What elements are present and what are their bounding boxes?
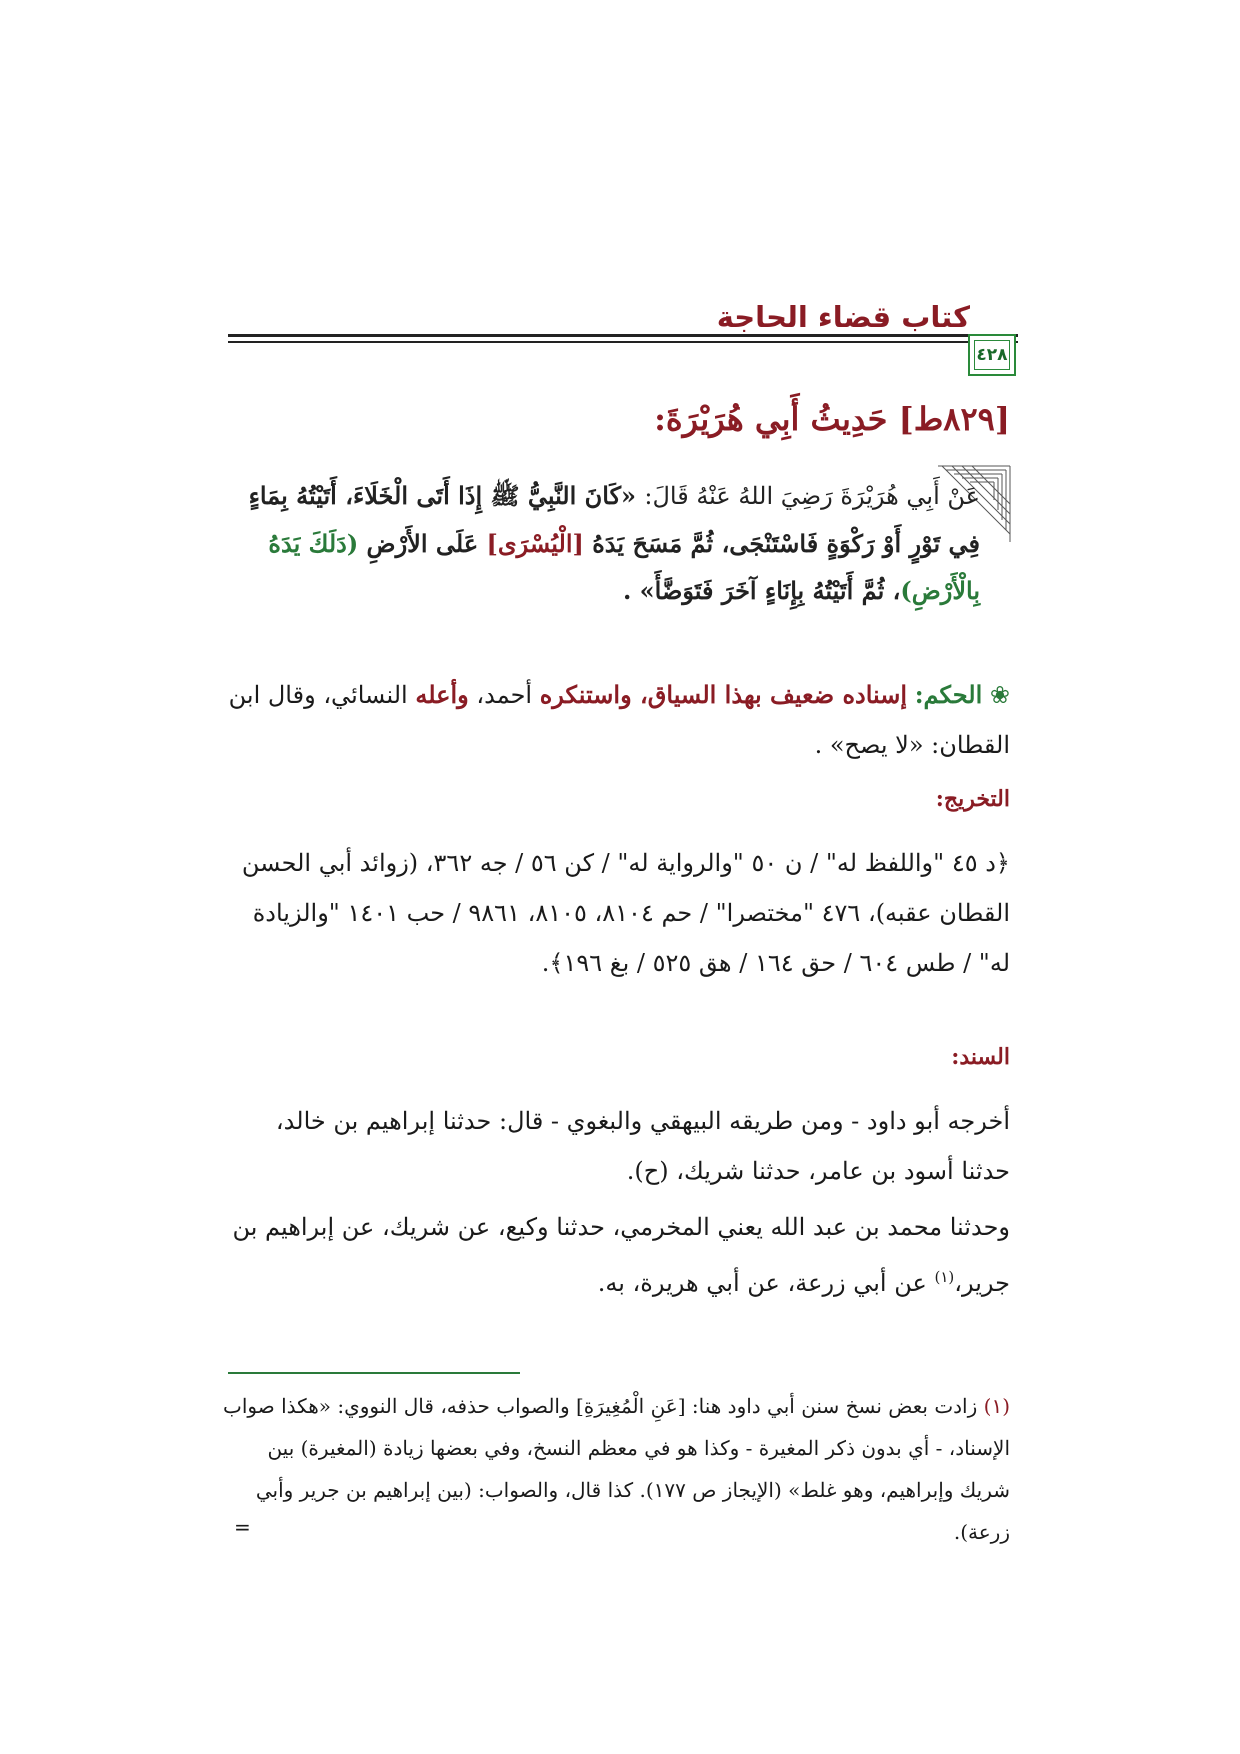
footnote-rule bbox=[228, 1372, 520, 1374]
hadith-quote-box bbox=[220, 464, 1010, 652]
hadith-heading: [٨٢٩ط] حَدِيثُ أَبِي هُرَيْرَةَ: bbox=[654, 400, 1010, 438]
hadith-text bbox=[220, 472, 980, 614]
takhrij-text: ﴿د ٤٥ "واللفظ له" / ن ٥٠ "والرواية له" / كن ٥٦ / جه ٣٦٢، (زوائد أبي الحسن القطان عقبه)، ٤٧٦ "مختصرا" / حم ٨١٠٤، ٨١٠٥، ٩٨٦١ / حب ١٤٠١ "والزيادة له" / طس ٦٠٤ / حق ١٦٤ / هق ٥٢٥ / بغ ١٩٦﴾. bbox=[241, 849, 1010, 977]
hadith-text-part-2: عَلَى الأَرْضِ bbox=[366, 529, 479, 558]
sanad-heading: السند: bbox=[951, 1044, 1010, 1070]
ruling-plain-2: النسائي، وقال ابن القطان: «لا يصح» . bbox=[228, 681, 1010, 759]
footnote-ref[interactable]: (١) bbox=[934, 1268, 955, 1286]
hadith-intro: عَنْ أَبِي هُرَيْرَةَ رَضِيَ اللهُ عَنْهُ قَالَ: bbox=[644, 482, 980, 510]
hadith-text-part-3: ، ثُمَّ أَتَيْتُهُ بِإِنَاءٍ آخَرَ فَتَوَضَّأَ» . bbox=[622, 576, 901, 605]
footnote-continuation-mark: = bbox=[234, 1515, 251, 1539]
hadith-addition-red: [الْيُسْرَى] bbox=[486, 529, 584, 558]
sanad-paragraph-2-part-a: وحدثنا محمد بن عبد الله يعني المخرمي، حدثنا وكيع، عن شريك، عن إبراهيم بن جرير، bbox=[232, 1213, 1010, 1297]
ruling-red-1: إسناده ضعيف بهذا السياق، واستنكره bbox=[539, 680, 908, 709]
header-rule bbox=[228, 334, 1018, 343]
sanad-paragraph-2-part-b: عن أبي زرعة، عن أبي هريرة، به. bbox=[597, 1269, 927, 1297]
sanad-paragraph-1: أخرجه أبو داود - ومن طريقه البيهقي والبغوي - قال: حدثنا إبراهيم بن خالد، حدثنا أسود بن عامر، حدثنا شريك، (ح). bbox=[275, 1107, 1010, 1185]
ruling-red-2: وأعله bbox=[415, 680, 469, 709]
ruling-paragraph bbox=[220, 670, 1010, 770]
flower-icon: ❀ bbox=[989, 681, 1010, 709]
footnote-number: (١) bbox=[983, 1394, 1010, 1418]
footnote bbox=[220, 1385, 1010, 1553]
ruling-plain-1: أحمد، bbox=[476, 681, 533, 709]
footnote-text: زادت بعض نسخ سنن أبي داود هنا: [عَنِ الْمُغِيرَةِ] والصواب حذفه، قال النووي: «هكذا صواب الإسناد، - أي بدون ذكر المغيرة - وكذا هو في معظم النسخ، وفي بعضها زيادة (المغيرة) بين شريك وإبراهيم، وهو غلط» (الإيجاز ص ١٧٧). كذا قال، والصواب: (بين إبراهيم بن جرير وأبي زرعة). bbox=[223, 1394, 1010, 1544]
takhrij-heading: التخريج: bbox=[935, 786, 1010, 812]
running-header-title: كتاب قضاء الحاجة bbox=[716, 300, 970, 334]
page-number-badge bbox=[968, 334, 1016, 376]
ruling-label: الحكم: bbox=[914, 680, 983, 709]
hadith-text-part-1: «كَانَ النَّبِيُّ ﷺ إِذَا أَتَى الْخَلَاءَ، أَتَيْتُهُ بِمَاءٍ فِي تَوْرٍ أَوْ رَكْوَةٍ فَاسْتَنْجَى، ثُمَّ مَسَحَ يَدَهُ bbox=[248, 481, 980, 558]
hadith-variant-green: (دَلَكَ يَدَهُ بِالْأَرْضِ) bbox=[268, 529, 980, 605]
page-number: ٤٢٨ bbox=[974, 340, 1010, 370]
sanad-paragraph-2 bbox=[220, 1202, 1010, 1308]
